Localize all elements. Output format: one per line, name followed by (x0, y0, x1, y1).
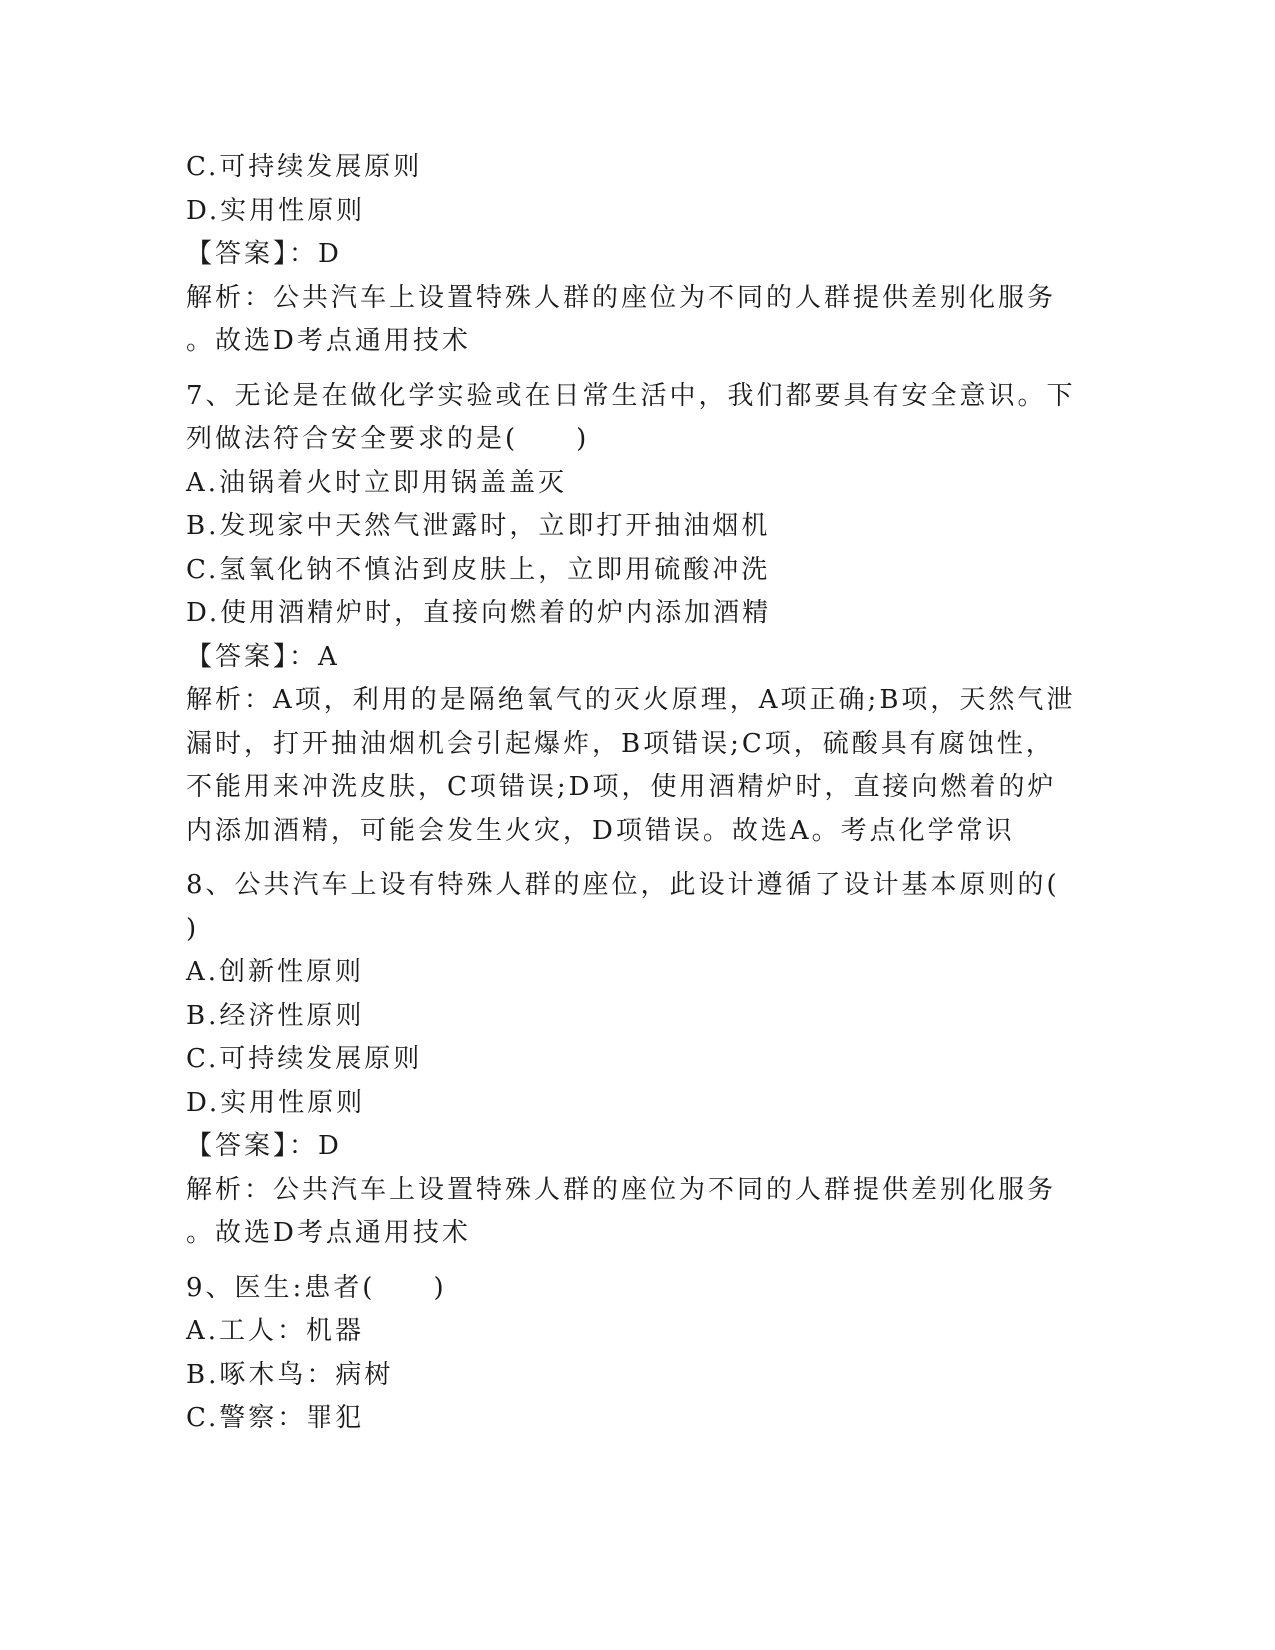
q8-option-d: D.实用性原则 (186, 1087, 366, 1118)
q7-option-a: A.油锅着火时立即用锅盖盖灭 (186, 467, 568, 498)
q7-option-c: C.氢氧化钠不慎沾到皮肤上，立即用硫酸冲洗 (186, 554, 771, 585)
q8-option-c: C.可持续发展原则 (186, 1044, 423, 1074)
q7-question-line-2: 列做法符合安全要求的是( ) (186, 424, 590, 454)
q9-question: 9、医生:患者( ) (186, 1272, 447, 1303)
q7-explanation-line-2: 漏时，打开抽油烟机会引起爆炸，B项错误;C项，硫酸具有腐蚀性， (186, 728, 1055, 759)
q7-explanation-line-1: 解析：A项，利用的是隔绝氧气的灭火原理，A项正确;B项，天然气泄 (186, 685, 1076, 715)
q8-explanation-line-1: 解析：公共汽车上设置特殊人群的座位为不同的人群提供差别化服务 (186, 1174, 1057, 1205)
q6-option-c: C.可持续发展原则 (186, 152, 423, 182)
q6-option-d: D.实用性原则 (186, 195, 366, 226)
q9-option-b: B.啄木鸟：病树 (186, 1359, 394, 1390)
q7-question-line-1: 7、无论是在做化学实验或在日常生活中，我们都要具有安全意识。下 (186, 380, 1076, 411)
q7-explanation-line-3: 不能用来冲洗皮肤，C项错误;D项，使用酒精炉时，直接向燃着的炉 (186, 772, 1057, 802)
q8-option-b: B.经济性原则 (186, 1000, 365, 1031)
spacer (186, 364, 1086, 375)
spacer (186, 1256, 1086, 1267)
document-page (186, 146, 1086, 1441)
spacer (186, 853, 1086, 864)
q8-option-a: A.创新性原则 (186, 957, 365, 987)
q8-answer: 【答案】：D (186, 1131, 342, 1161)
q7-option-b: B.发现家中天然气泄露时，立即打开抽油烟机 (186, 511, 771, 541)
q8-question-line-2: ) (186, 913, 200, 944)
q7-answer: 【答案】：A (186, 641, 340, 672)
q7-option-d: D.使用酒精炉时，直接向燃着的炉内添加酒精 (186, 598, 772, 628)
q9-option-a: A.工人：机器 (186, 1316, 365, 1346)
q6-explanation-line-1: 解析：公共汽车上设置特殊人群的座位为不同的人群提供差别化服务 (186, 282, 1057, 313)
q6-answer: 【答案】：D (186, 239, 342, 269)
q8-explanation-line-2: 。故选D考点通用技术 (186, 1218, 471, 1248)
q7-explanation-line-4: 内添加酒精，可能会发生火灾，D项错误。故选A。考点化学常识 (186, 815, 1015, 846)
q6-explanation-line-2: 。故选D考点通用技术 (186, 326, 471, 356)
q8-question-line-1: 8、公共汽车上设有特殊人群的座位，此设计遵循了设计基本原则的( (186, 870, 1060, 900)
q9-option-c: C.警察：罪犯 (186, 1403, 365, 1433)
